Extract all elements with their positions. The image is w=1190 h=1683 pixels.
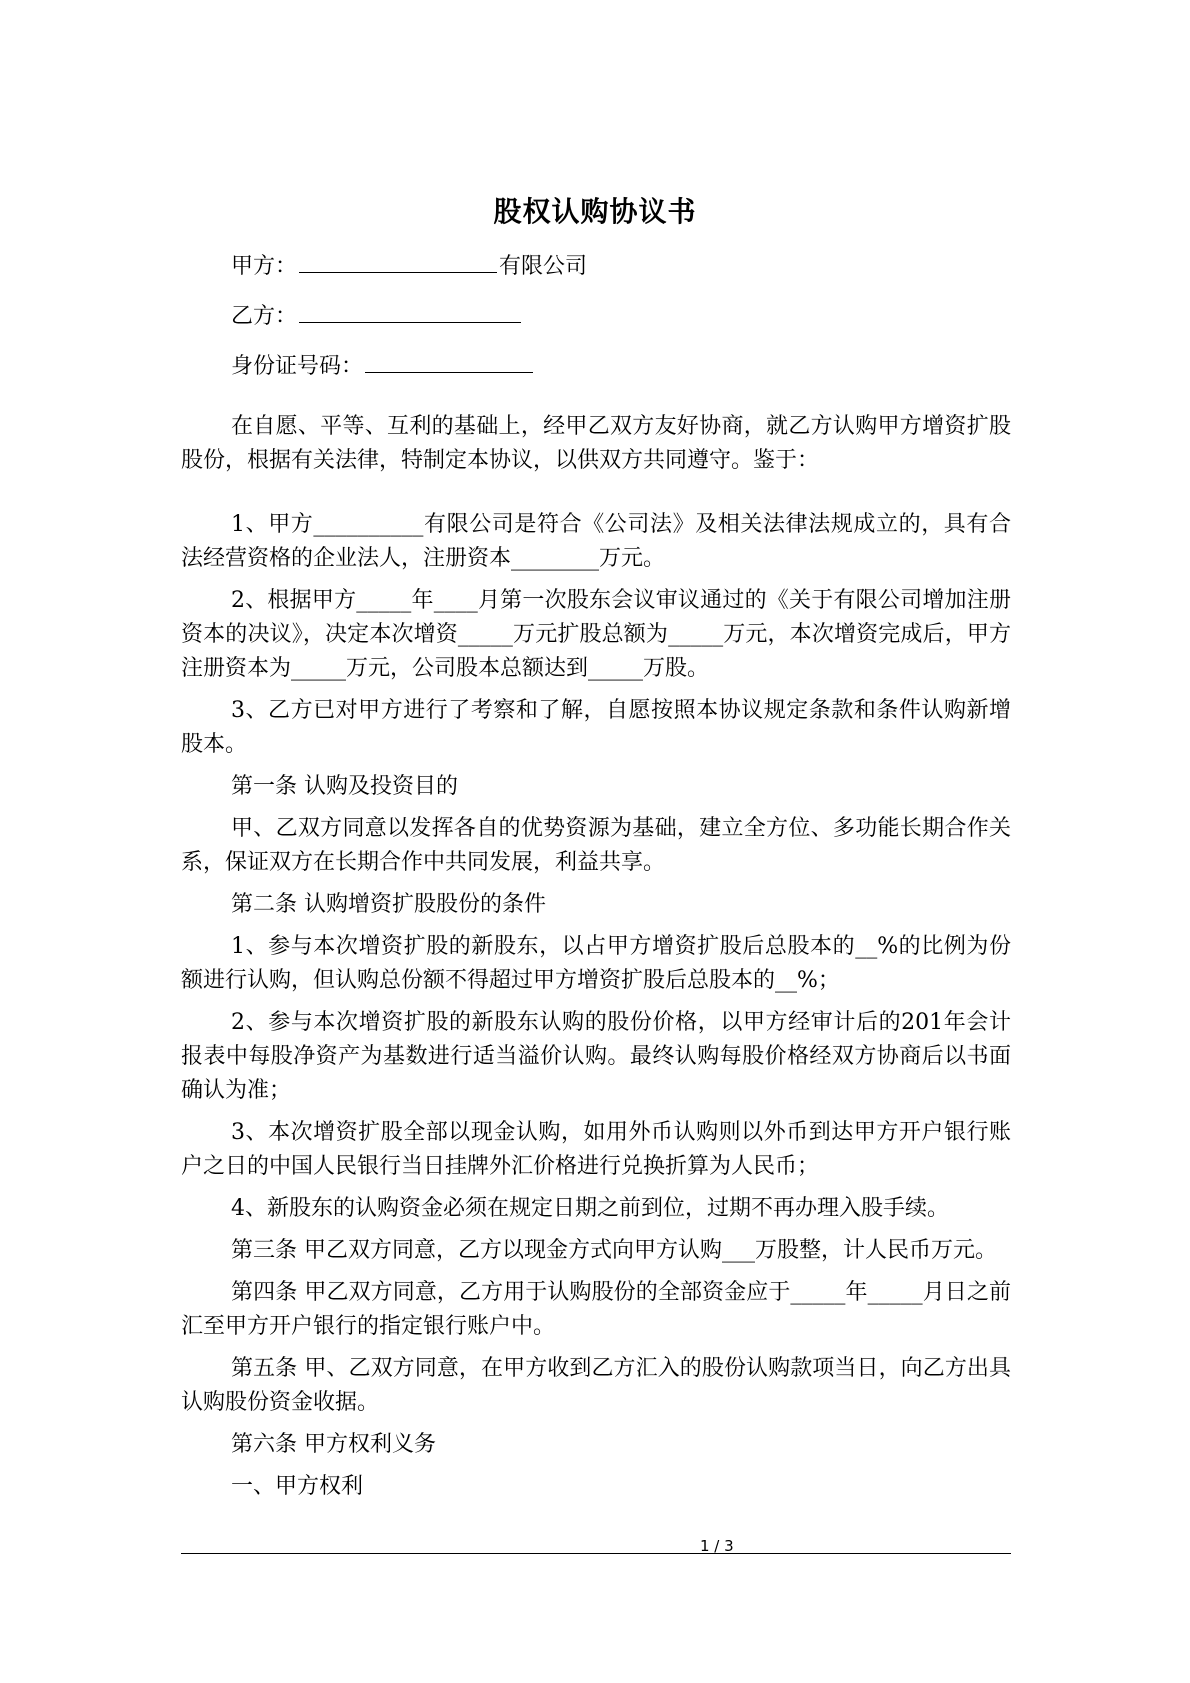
id-number-label: 身份证号码： (231, 354, 364, 379)
article-4: 第四条 甲乙双方同意，乙方用于认购股份的全部资金应于_____年_____月日之前汇至甲方开户银行的指定银行账户中。 (181, 1280, 1011, 1339)
article-5: 第五条 甲、乙双方同意，在甲方收到乙方汇入的股份认购款项当日，向乙方出具认购股份资金收据。 (181, 1356, 1011, 1415)
article-2-item-4: 4、新股东的认购资金必须在规定日期之前到位，过期不再办理入股手续。 (231, 1196, 949, 1221)
recital-2: 2、根据甲方_____年____月第一次股东会议审议通过的《关于有限公司增加注册资本的决议》，决定本次增资_____万元扩股总额为_____万元，本次增资完成后，甲方注册资本为_____万元，公司股本总额达到_____万股。 (181, 588, 1011, 681)
document-body (181, 410, 1011, 1512)
article-6-heading: 第六条 甲方权利义务 (231, 1432, 436, 1457)
id-number-line (231, 350, 535, 382)
party-a-blank (299, 250, 497, 273)
recital-3: 3、乙方已对甲方进行了考察和了解，自愿按照本协议规定条款和条件认购新增股本。 (181, 698, 1011, 757)
article-1-heading: 第一条 认购及投资目的 (231, 774, 458, 799)
intro-paragraph: 在自愿、平等、互利的基础上，经甲乙双方友好协商，就乙方认购甲方增资扩股股份，根据有关法律，特制定本协议，以供双方共同遵守。鉴于： (181, 414, 1011, 473)
party-b-label: 乙方： (231, 304, 298, 329)
party-a-rights-heading: 一、甲方权利 (231, 1474, 364, 1499)
id-number-blank (365, 350, 533, 373)
party-a-suffix: 有限公司 (499, 254, 588, 279)
article-2-heading: 第二条 认购增资扩股股份的条件 (231, 892, 546, 917)
article-3: 第三条 甲乙双方同意，乙方以现金方式向甲方认购___万股整，计人民币万元。 (231, 1238, 997, 1263)
article-2-item-3: 3、本次增资扩股全部以现金认购，如用外币认购则以外币到达甲方开户银行账户之日的中国人民银行当日挂牌外汇价格进行兑换折算为人民币； (181, 1120, 1011, 1179)
document-title: 股权认购协议书 (493, 195, 697, 228)
party-a-label: 甲方： (231, 254, 298, 279)
party-a-line (231, 250, 587, 282)
footer-divider (181, 1553, 1011, 1554)
recital-1: 1、甲方__________有限公司是符合《公司法》及相关法律法规成立的，具有合法经营资格的企业法人，注册资本________万元。 (181, 512, 1011, 571)
party-b-line (231, 300, 523, 332)
article-2-item-2: 2、参与本次增资扩股的新股东认购的股份价格，以甲方经审计后的201年会计报表中每股净资产为基数进行适当溢价认购。最终认购每股价格经双方协商后以书面确认为准； (181, 1010, 1011, 1103)
article-2-item-1: 1、参与本次增资扩股的新股东，以占甲方增资扩股后总股本的__%的比例为份额进行认购，但认购总份额不得超过甲方增资扩股后总股本的__%； (181, 934, 1011, 993)
page-number: 1 / 3 (700, 1537, 734, 1555)
article-1-text: 甲、乙双方同意以发挥各自的优势资源为基础，建立全方位、多功能长期合作关系，保证双方在长期合作中共同发展，利益共享。 (181, 816, 1011, 875)
party-b-blank (299, 300, 521, 323)
